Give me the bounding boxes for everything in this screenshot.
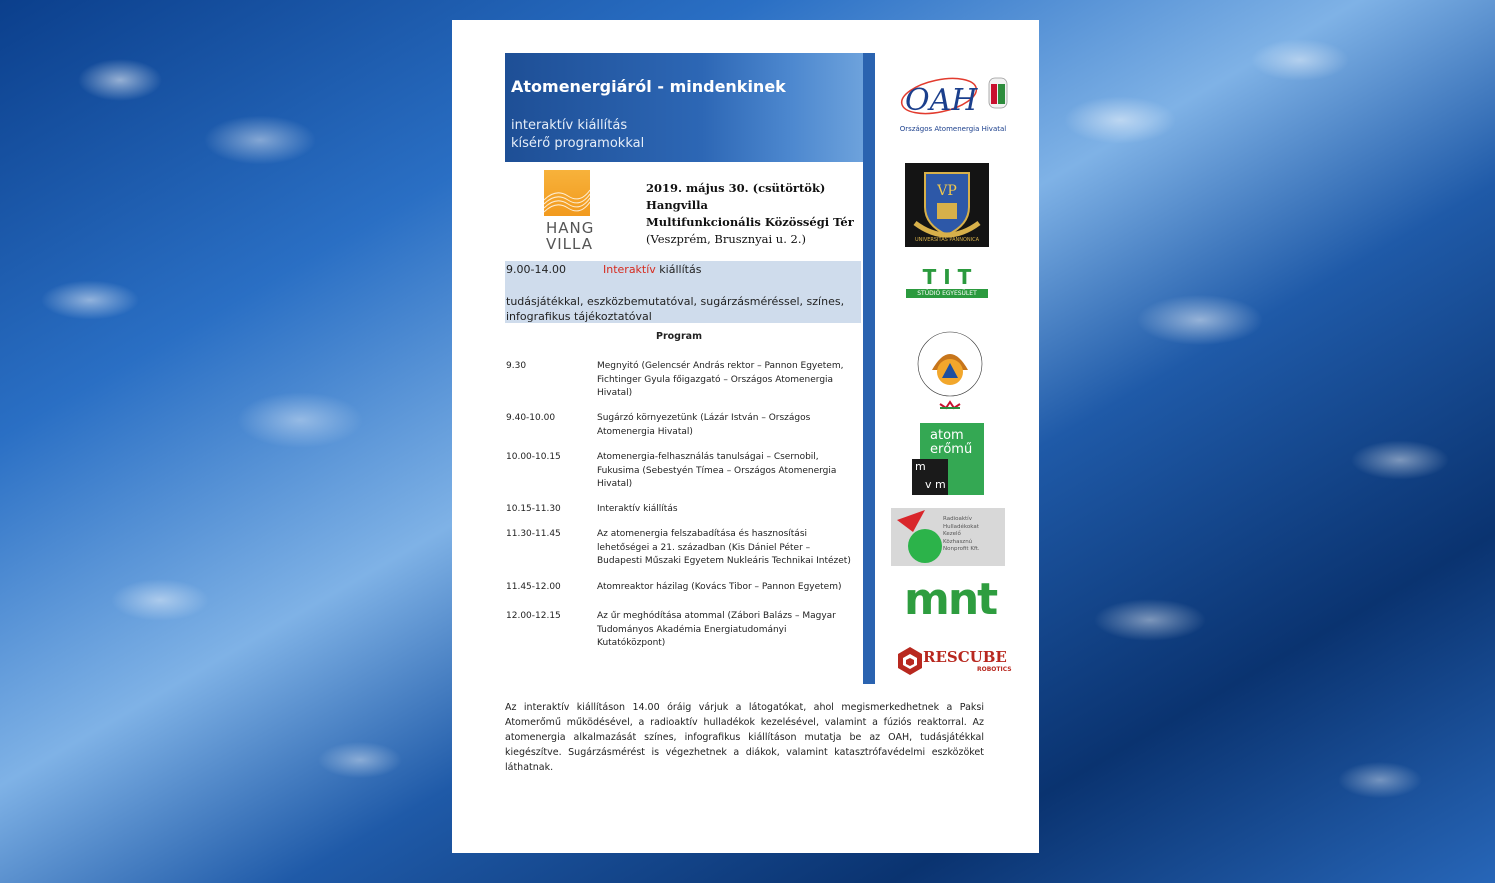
disaster-management-logo: [910, 324, 990, 414]
svg-text:VP: VP: [937, 183, 957, 199]
rhk-logo: Radioaktív Hulladékokat Kezelő Közhasznú Nonprofit Kft.: [891, 508, 1005, 566]
event-address: (Veszprém, Brusznyai u. 2.): [646, 232, 806, 246]
title-banner: [505, 53, 863, 162]
hangvilla-wordmark: HANG VILLA: [546, 219, 595, 253]
event-date: 2019. május 30. (csütörtök): [646, 181, 826, 195]
event-venue-full: Multifunkcionális Közösségi Tér: [646, 215, 854, 229]
closing-note: Az interaktív kiállításon 14.00 óráig várjuk a látogatókat, ahol megismerkedhetnek a Paksi Atomerőmű működésével, a radioaktív hulladékok kezelésével, valamint a fúziós reaktorral. Az atomenergia alkalmazását színes, infografikus kiállításon mutatja be az OAH, tudásjátékkal kiegészítve. Sugárzásmérést is végezhetnek a diákok, valamint katasztrófavédelmi eszközöket láthatnak.: [505, 702, 984, 773]
subtitle-line-2: kísérő programokkal: [511, 136, 645, 151]
rescube-robotics-logo: RESCUBE ROBOTICS: [897, 644, 1009, 680]
mnt-logo: mnt: [904, 574, 997, 625]
hangvilla-wave-icon: [544, 170, 590, 216]
hangvilla-logo: [544, 170, 600, 256]
program-heading: Program: [656, 331, 702, 342]
oah-caption: Országos Atomenergia Hivatal: [899, 125, 1007, 133]
accent-divider: [863, 53, 875, 684]
event-venue: Hangvilla: [646, 198, 708, 212]
exhibit-highlight: [505, 261, 861, 323]
exhibit-title: Interaktív kiállítás: [603, 263, 702, 276]
page-title: Atomenergiáról - mindenkinek: [511, 77, 786, 96]
exhibit-description: tudásjátékkal, eszközbemutatóval, sugárzásméréssel, színes, infografikus tájékoztatóval: [506, 295, 845, 323]
pannon-university-logo: [905, 163, 989, 247]
svg-text:OAH: OAH: [905, 83, 978, 118]
oah-logo: [893, 68, 1013, 138]
mvm-atomeromu-logo: atom erőmű m v m: [912, 423, 984, 495]
flyer-page: Atomenergiáról - mindenkinek interaktív kiállítás kísérő programokkal HANG VILLA 2019. május 30. (csütörtök) Hangvilla Multifunkcionális Közösségi Tér (Veszprém, Brusznyai u. 2.) 9.00-14.00 Interaktív kiállítás tudásjátékkal, eszközbemutatóval, sugárzásméréssel, színes, infografikus tájékoztatóval Program 9.30 Megnyitó (Gelencsér András rektor – Pannon Egyetem, Fichtinger Gyula főigazgató – Országos Atomenergia Hivatal) 9.40-10.00 Sugárzó környezetünk (Lázár István – Országos Atomenergia Hivatal) 10.00-10.15 Atomenergia-felhasználás tanulságai – Csernobil, Fukusima (Sebestyén Tímea – Országos Atomenergia Hivatal) 10.15-11.30 Interaktív kiállítás 11.30-11.45 Az atomenergia felszabadítása és hasznosítási lehetőségei a 21. században (Kis Dániel Péter – Budapesti Műszaki Egyetem Nukleáris Technikai Intézet) 11.45-12.00 Atomreaktor házilag (Kovács Tibor – Pannon Egyetem) 12.00-12.15 Az űr meghódítása atommal (Zábori Balázs – Magyar Tudományos Akadémia Energiatudományi Kutatóközpont) Az interaktív kiállításon 14.00 óráig várjuk a látogatókat, ahol megismerkedhetnek a Paksi Atomerőmű működésével, a radioaktív hulladékok kezelésével, valamint a fúziós reaktorral. Az atomenergia alkalmazását színes, infografikus kiállításon mutatja be az OAH, tudásjátékkal kiegészítve. Sugárzásmérést is végezhetnek a diákok, valamint katasztrófavédelmi eszközöket láthatnak. OAH Országos Atomenergia Hivatal VP UNIVERSITAS PANNONICA T I T STÚDIÓ EGYESÜLET atom erőmű m v m Radioaktív Hulladékokat Kezelő Közhasznú Nonprofit Kft. mnt RESCUBE ROBOTICS: [452, 20, 1039, 853]
tit-logo: T I T STÚDIÓ EGYESÜLET: [904, 265, 990, 299]
pannon-ring-text: UNIVERSITAS PANNONICA: [914, 237, 980, 243]
event-details: [646, 180, 854, 248]
subtitle-line-1: interaktív kiállítás: [511, 118, 628, 133]
exhibit-time: 9.00-14.00: [506, 263, 566, 276]
